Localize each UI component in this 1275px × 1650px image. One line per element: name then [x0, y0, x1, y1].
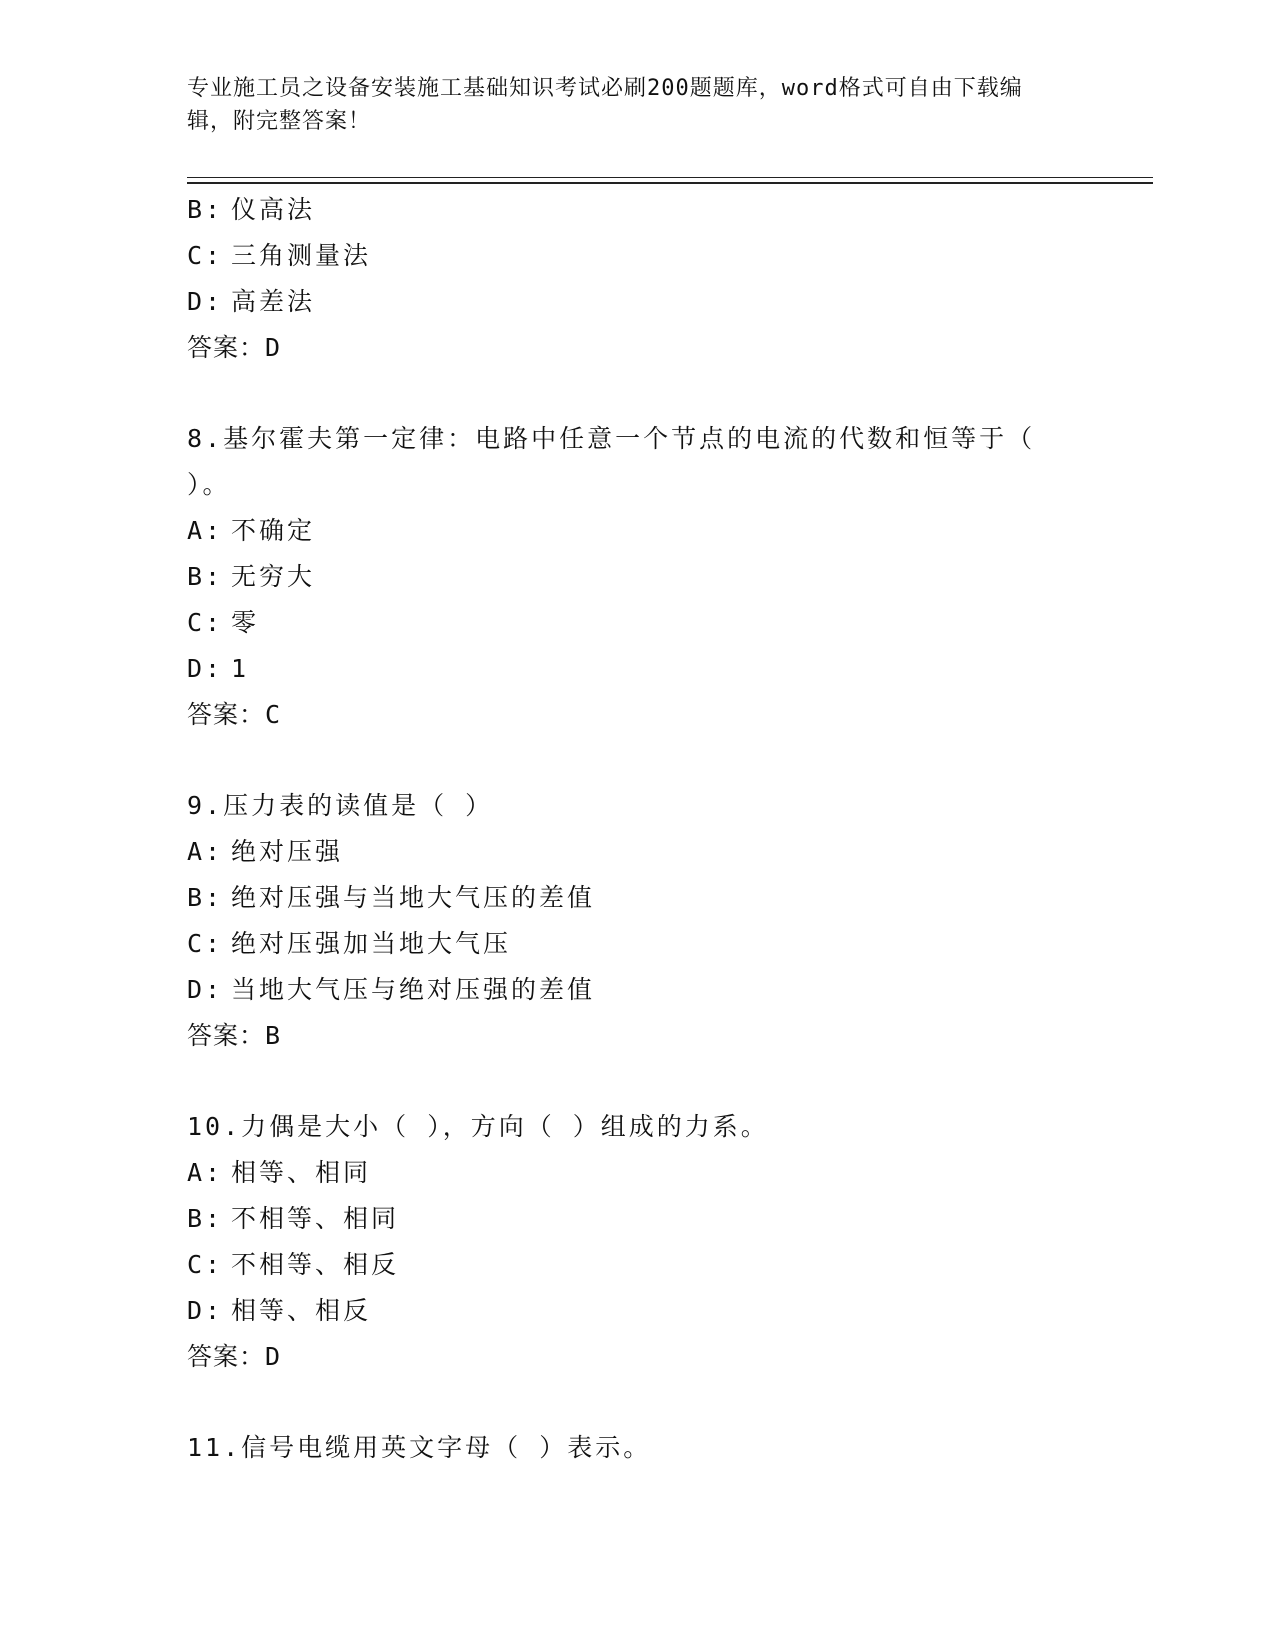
option-a	[187, 508, 1087, 554]
option-c	[187, 233, 1087, 279]
document-title: 专业施工员之设备安装施工基础知识考试必刷200题题库，word格式可自由下载编辑，附完整答案！	[187, 76, 1023, 134]
option-key: C:	[187, 608, 224, 637]
option-key: B:	[187, 883, 224, 912]
option-b	[187, 1196, 1087, 1242]
option-key: C:	[187, 241, 224, 270]
option-text: 零	[231, 608, 260, 637]
spacer	[187, 1059, 1087, 1104]
option-text: 不相等、相反	[231, 1250, 400, 1279]
option-text: 仪高法	[231, 195, 316, 224]
question-block-9	[187, 783, 1087, 1059]
document-header	[187, 72, 1067, 138]
option-text: 绝对压强与当地大气压的差值	[231, 883, 596, 912]
question-block-8	[187, 416, 1087, 738]
option-text: 1	[231, 654, 250, 683]
option-a	[187, 1150, 1087, 1196]
question-block-11	[187, 1425, 1087, 1471]
option-text: 不确定	[231, 516, 316, 545]
option-d	[187, 1288, 1087, 1334]
question-block-partial	[187, 187, 1087, 371]
option-key: B:	[187, 195, 224, 224]
answer-line: 答案：D	[187, 333, 282, 362]
option-d	[187, 967, 1087, 1013]
option-d	[187, 279, 1087, 325]
option-c	[187, 921, 1087, 967]
option-a	[187, 829, 1087, 875]
question-stem: 10.力偶是大小（ ），方向（ ）组成的力系。	[187, 1112, 769, 1141]
option-text: 相等、相反	[231, 1296, 372, 1325]
option-key: D:	[187, 975, 224, 1004]
option-text: 高差法	[231, 287, 316, 316]
option-text: 不相等、相同	[231, 1204, 400, 1233]
answer-line: 答案：B	[187, 1021, 282, 1050]
question-list	[187, 187, 1087, 1471]
option-key: C:	[187, 1250, 224, 1279]
option-text: 相等、相同	[231, 1158, 372, 1187]
option-key: A:	[187, 837, 224, 866]
option-text: 绝对压强加当地大气压	[231, 929, 512, 958]
answer-line: 答案：C	[187, 700, 282, 729]
spacer	[187, 1380, 1087, 1425]
answer-line: 答案：D	[187, 1342, 282, 1371]
option-text: 三角测量法	[231, 241, 372, 270]
option-b	[187, 875, 1087, 921]
option-key: A:	[187, 1158, 224, 1187]
option-text: 无穷大	[231, 562, 316, 591]
header-divider-thick	[187, 182, 1153, 184]
option-c	[187, 1242, 1087, 1288]
option-d	[187, 646, 1087, 692]
option-key: D:	[187, 654, 224, 683]
question-stem: 8.基尔霍夫第一定律：电路中任意一个节点的电流的代数和恒等于（ ）。	[187, 424, 1036, 499]
option-text: 当地大气压与绝对压强的差值	[231, 975, 596, 1004]
option-key: C:	[187, 929, 224, 958]
option-text: 绝对压强	[231, 837, 344, 866]
spacer	[187, 738, 1087, 783]
header-divider-thin	[187, 177, 1153, 178]
question-stem: 11.信号电缆用英文字母（ ）表示。	[187, 1433, 652, 1462]
option-key: D:	[187, 287, 224, 316]
option-b	[187, 554, 1087, 600]
option-b	[187, 187, 1087, 233]
spacer	[187, 371, 1087, 416]
question-block-10	[187, 1104, 1087, 1380]
option-c	[187, 600, 1087, 646]
option-key: B:	[187, 1204, 224, 1233]
option-key: B:	[187, 562, 224, 591]
option-key: A:	[187, 516, 224, 545]
option-key: D:	[187, 1296, 224, 1325]
question-stem: 9.压力表的读值是（ ）	[187, 791, 494, 820]
